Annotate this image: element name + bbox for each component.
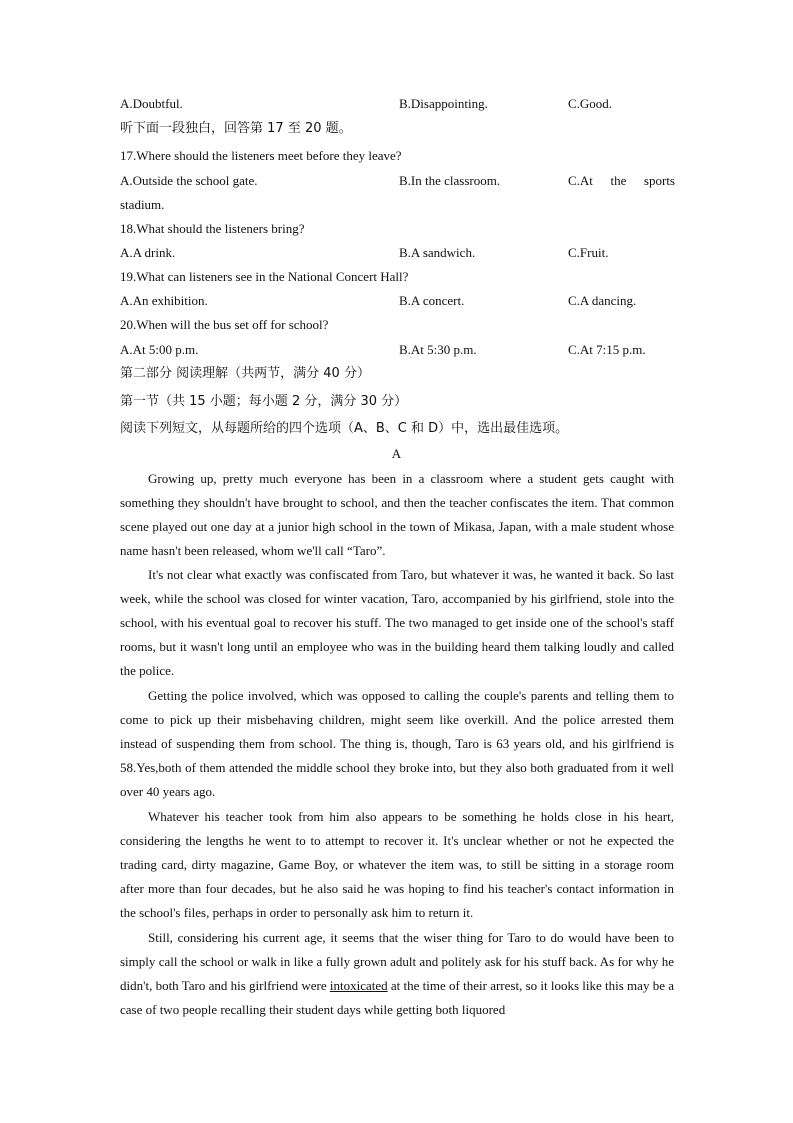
question-19-stem: 19.What can listeners see in the National Concert Hall? — [120, 269, 409, 284]
passage-paragraph-1: Growing up, pretty much everyone has been in a classroom where a student gets caught with something they shouldn't have brought to school, and then the teacher confiscates the item. That common scene played out one day at a junior high school in the town of Mikasa, Japan, with a male student whose name hasn't been released, whom we'll call “Taro”. — [120, 471, 674, 559]
q16-option-b: B.Disappointing. — [399, 96, 488, 111]
question-17-stem: 17.Where should the listeners meet before they leave? — [120, 148, 402, 163]
q16-option-a: A.Doubtful. — [120, 96, 183, 111]
q18-option-b: B.A sandwich. — [399, 245, 476, 260]
q20-option-b: B.At 5:30 p.m. — [399, 342, 477, 357]
q17-option-c: C.At the sports — [568, 173, 675, 188]
part2-title: 第二部分 阅读理解（共两节，满分 40 分） — [120, 366, 370, 381]
passage-paragraph-3: Getting the police involved, which was opposed to calling the couple's parents and telling them to come to pick up their misbehaving children, might seem like overkill. And the police arrested them instead of suspending them from school. The thing is, though, Taro is 63 years old, and his girlfriend is 58.Yes,both of them attended the middle school they broke into, but they also both graduated from it well over 40 years ago. — [120, 688, 674, 800]
paragraph-5-text-before: Still, considering his current age, it seems that the wiser thing for Taro to do would have been to simply call the school or walk in like a fully grown adult and politely ask for his stuff back. As for why he didn't, both Taro and his girlfriend were — [120, 930, 674, 994]
q20-option-c: C.At 7:15 p.m. — [568, 342, 646, 357]
passage-label: A — [391, 446, 402, 461]
passage-paragraph-4: Whatever his teacher took from him also appears to be something he holds close in his heart, considering the lengths he went to to attempt to recover it. It's unclear whether or not he expected the trading card, dirty magazine, Game Boy, or whatever the item was, to still be sitting in a storage room after more than four decades, but he also said he was hoping to find his teacher's contact information in the school's files, perhaps in order to personally ask him to return it. — [120, 809, 674, 921]
q19-option-b: B.A concert. — [399, 293, 465, 308]
q18-option-a: A.A drink. — [120, 245, 176, 260]
q17-option-b: B.In the classroom. — [399, 173, 501, 188]
question-20-stem: 20.When will the bus set off for school? — [120, 317, 329, 332]
q19-option-c: C.A dancing. — [568, 293, 637, 308]
passage-paragraph-2: It's not clear what exactly was confiscated from Taro, but whatever it was, he wanted it back. So last week, while the school was closed for winter vacation, Taro, accompanied by his girlfriend, stole into the school, with his eventual goal to recover his stuff. The two managed to get inside one of the school's staff rooms, but it wasn't long until an employee who was in the building heard them talking loudly and called the police. — [120, 567, 674, 679]
passage-paragraph-5 — [120, 926, 674, 1022]
monologue-instruction: 听下面一段独白，回答第 17 至 20 题。 — [120, 121, 352, 136]
section1-title: 第一节（共 15 小题；每小题 2 分，满分 30 分） — [120, 394, 408, 409]
q16-option-c: C.Good. — [568, 96, 613, 111]
reading-instruction: 阅读下列短文，从每题所给的四个选项（A、B、C 和 D）中，选出最佳选项。 — [120, 421, 569, 436]
question-18-stem: 18.What should the listeners bring? — [120, 221, 305, 236]
paragraph-5-text-after: at the time of their arrest, so it looks like this may be a case of two people recalling their student days while getting both liquored — [120, 978, 674, 1018]
q20-option-a: A.At 5:00 p.m. — [120, 342, 199, 357]
underlined-word-intoxicated: intoxicated — [329, 978, 388, 994]
q17-option-c-wrap: stadium. — [120, 197, 165, 212]
q18-option-c: C.Fruit. — [568, 245, 609, 260]
q17-option-a: A.Outside the school gate. — [120, 173, 258, 188]
q19-option-a: A.An exhibition. — [120, 293, 208, 308]
